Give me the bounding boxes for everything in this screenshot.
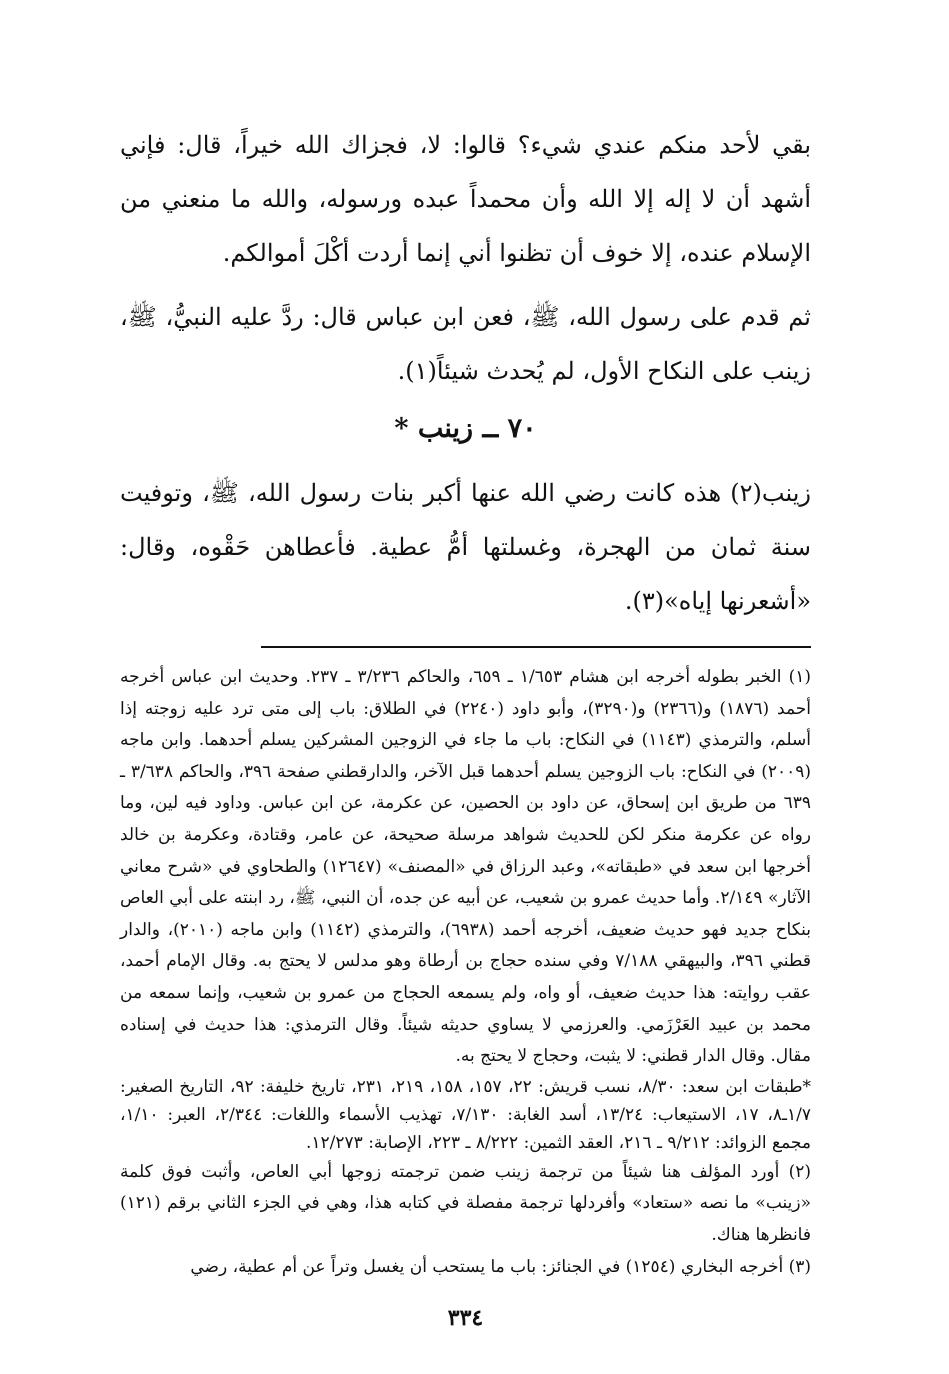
- main-text: [120, 118, 811, 628]
- footnotes: [120, 662, 811, 1283]
- footnote-1: (١) الخبر بطوله أخرجه ابن هشام ١/٦٥٣ ـ ٦٥٩، والحاكم ٣/٢٣٦ ـ ٢٣٧. وحديث ابن عباس أخرجه أحمد (١٨٧٦) و(٢٣٦٦) و(٣٢٩٠)، وأبو داود (٢٢٤٠) في الطلاق: باب إلى متى ترد عليه زوجته إذا أسلم، والترمذي (١١٤٣) في النكاح: باب ما جاء في الزوجين المشركين يسلم أحدهما. وابن ماجه (٢٠٠٩) في النكاح: باب الزوجين يسلم أحدهما قبل الآخر، والدارقطني صفحة ٣٩٦، والحاكم ٣/٦٣٨ ـ ٦٣٩ من طريق ابن إسحاق، عن داود بن الحصين، عن عكرمة، عن ابن عباس. وداود فيه لين، وما رواه عن عكرمة منكر لكن للحديث شواهد مرسلة صحيحة، عن عامر، وقتادة، وعكرمة بن خالد أخرجها ابن سعد في «طبقاته»، وعبد الرزاق في «المصنف» (١٢٦٤٧) والطحاوي في «شرح معاني الآثار» ٢/١٤٩. وأما حديث عمرو بن شعيب، عن أبيه عن جده، أن النبي، ﷺ، رد ابنته على أبي العاص بنكاح جديد فهو حديث ضعيف، أخرجه أحمد (٦٩٣٨)، والترمذي (١١٤٢) وابن ماجه (٢٠١٠)، والدار قطني ٣٩٦، والبيهقي ٧/١٨٨ وفي سنده حجاج بن أرطاة وهو مدلس لا يحتج به. وقال الإمام أحمد، عقب روايته: هذا حديث ضعيف، أو واه، ولم يسمعه الحجاج من عمرو بن شعيب، وإنما سمعه من محمد بن عبيد العَرْزَمي. والعرزمي لا يساوي حديثه شيئاً. وقال الترمذي: هذا حديث في إسناده مقال. وقال الدار قطني: لا يثبت، وحجاج لا يحتج به.: [120, 667, 812, 1067]
- biography-sources: *طبقات ابن سعد: ٨/٣٠، نسب قريش: ٢٢، ١٥٧، ١٥٨، ٢١٩، ٢٣١، تاريخ خليفة: ٩٢، التاريخ الصغير: ١/٧ـ٨، ١٧، الاستيعاب: ١٣/٢٤، أسد الغابة: ٧/١٣٠، تهذيب الأسماء واللغات: ٢/٣٤٤، العبر: ١/١٠، مجمع الزوائد: ٩/٢١٢ ـ ٢١٦، العقد الثمين: ٨/٢٢٢ ـ ٢٢٣، الإصابة: ١٢/٢٧٣.: [120, 1076, 812, 1153]
- footnote-divider: [261, 646, 811, 648]
- footnote-2: (٢) أورد المؤلف هنا شيئاً من ترجمة زينب ضمن ترجمته زوجها أبي العاص، وأثبت فوق كلمة «زينب» ما نصه «ستعاد» وأفردلها ترجمة مفصلة في كتابه هذا، وهي في الجزء الثاني برقم (١٢١) فانظرها هناك.: [120, 1161, 811, 1245]
- entry-heading: ٧٠ ــ زينب *: [394, 413, 537, 444]
- paragraph-2: ثم قدم على رسول الله، ﷺ، فعن ابن عباس قال: ردَّ عليه النبيُّ، ﷺ، زينب على النكاح الأول، لم يُحدث شيئاً(١).: [120, 303, 811, 385]
- paragraph-1: بقي لأحد منكم عندي شيء؟ قالوا: لا، فجزاك الله خيراً، قال: فإني أشهد أن لا إله إلا الله وأن محمداً عبده ورسوله، والله ما منعني من الإسلام عنده، إلا خوف أن تظنوا أني إنما أردت أكْلَ أموالكم.: [120, 131, 812, 267]
- page-number: ٣٣٤: [447, 1305, 484, 1332]
- footnote-3: (٣) أخرجه البخاري (١٢٥٤) في الجنائز: باب ما يستحب أن يغسل وتراً عن أم عطية، رضي: [190, 1256, 811, 1277]
- paragraph-3: زينب(٢) هذه كانت رضي الله عنها أكبر بنات رسول الله، ﷺ، وتوفيت سنة ثمان من الهجرة، وغسلتها أمُّ عطية. فأعطاهن حَقْوه، وقال: «أشعرنها إياه»(٣).: [120, 479, 811, 615]
